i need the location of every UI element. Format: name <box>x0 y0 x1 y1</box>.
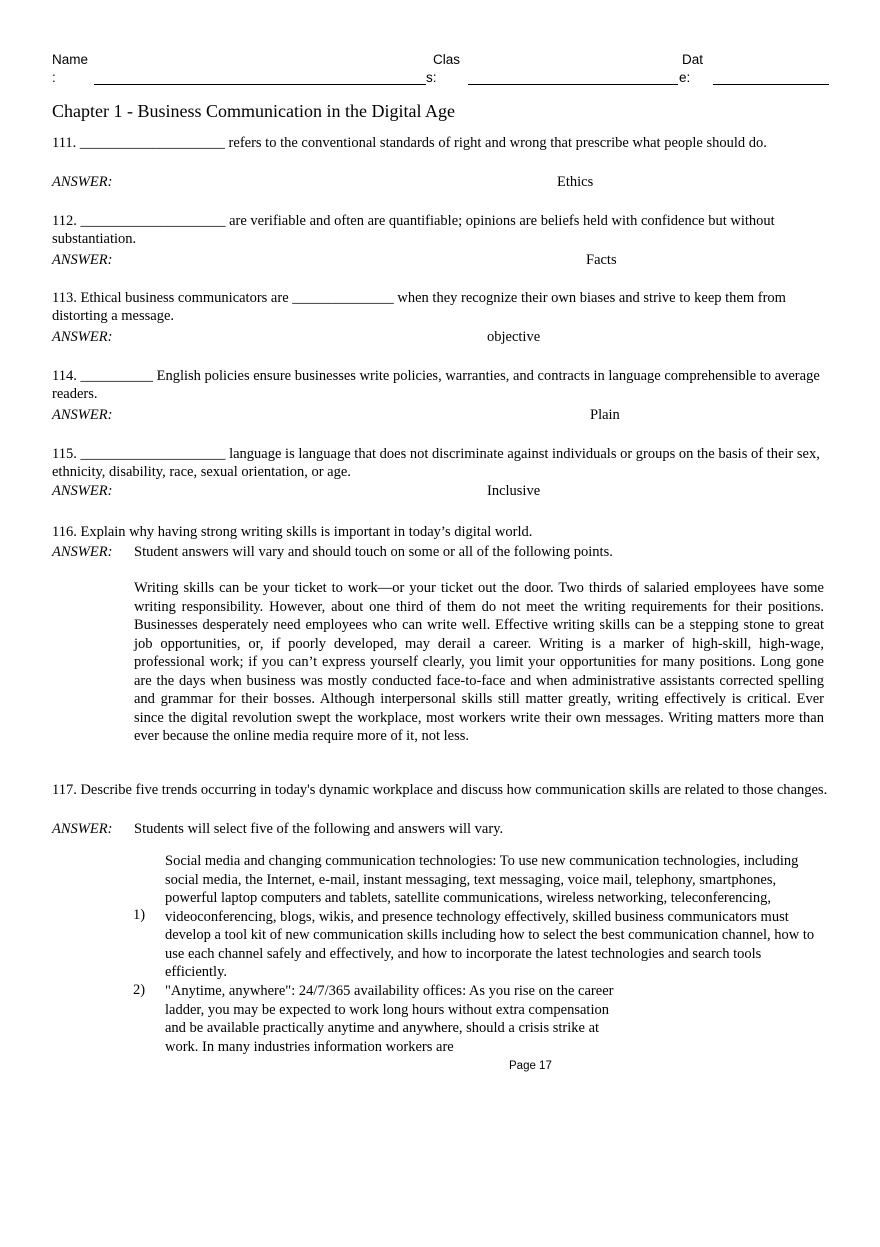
answer-label: ANSWER: <box>52 252 113 268</box>
answer-114: Plain <box>590 407 620 423</box>
date-field-line <box>713 84 829 85</box>
class-label: Clas <box>433 52 461 67</box>
answer-111: Ethics <box>557 174 594 190</box>
question-114: 114. __________ English policies ensure businesses write policies, warranties, and contracts in language comprehensible to average readers. <box>52 368 820 402</box>
answer-116-intro: Student answers will vary and should touch on some or all of the following points. <box>134 544 613 560</box>
answer-label: ANSWER: <box>52 407 113 423</box>
answer-112: Facts <box>586 252 617 268</box>
name-colon: : <box>52 70 56 85</box>
question-116: 116. Explain why having strong writing skills is important in today’s digital world. <box>52 524 533 540</box>
answer-label: ANSWER: <box>52 544 113 560</box>
answer-label: ANSWER: <box>52 174 113 190</box>
question-111: 111. ____________________ refers to the conventional standards of right and wrong that prescribe what people should do. <box>52 135 767 151</box>
answer-116-paragraph: Writing skills can be your ticket to work—or your ticket out the door. Two thirds of salaried employees have some writing responsibility. However, about one third of them do not meet the writing requirements for their positions. Businesses desperately need employees who can write well. Effective writing skills can be a stepping stone to great job opportunities, or, if poorly developed, may derail a career. Writing is a marker of high-skill, high-wage, professional work; if you can’t express yourself clearly, you limit your opportunities for many positions. Long gone are the days when business was mostly conducted face-to-face and when administrative assistants corrected spelling and grammar for their bosses. Although interpersonal skills still matter greatly, writing effectively is critical. Ever since the digital revolution swept the workplace, most workers write their own messages. Writing matters more than ever because the online media require more of it, not less. <box>134 580 824 744</box>
date-label: Dat <box>682 52 704 67</box>
list-item: Social media and changing communication technologies: To use new communication technologies, including social media, the Internet, e-mail, instant messaging, text messaging, voice mail, telephony, smartphones, powerful laptop computers and tablets, satellite communications, wireless networking, teleconferencing, videoconferencing, blogs, wikis, and presence technology effectively, skilled business communicators must develop a tool kit of new communication skills including how to select the best communication channel, how to use each channel safely and effectively, and how to incorporate the latest technologies and search tools efficiently. <box>165 853 815 980</box>
answer-117-intro: Students will select five of the following and answers will vary. <box>134 821 504 837</box>
question-112: 112. ____________________ are verifiable and often are quantifiable; opinions are beliefs held with confidence but without substantiation. <box>52 213 775 247</box>
name-label: Name <box>52 52 89 67</box>
answer-label: ANSWER: <box>52 821 113 837</box>
list-item-number: 2) <box>133 982 146 998</box>
answer-115: Inclusive <box>487 483 541 499</box>
name-field-line <box>94 84 426 85</box>
list-item: "Anytime, anywhere": 24/7/365 availability offices: As you rise on the career ladder, you may be expected to work long hours without extra compensation and be available practically anytime and anywhere, should a crisis strike at work. In many industries information workers are <box>165 983 614 1055</box>
class-suffix: s: <box>426 70 437 85</box>
question-115: 115. ____________________ language is language that does not discriminate against individuals or groups on the basis of their sex, ethnicity, disability, race, sexual orientation, or age. <box>52 446 820 480</box>
list-item-number: 1) <box>133 907 146 923</box>
date-suffix: e: <box>679 70 691 85</box>
page-number: Page 17 <box>509 1060 552 1072</box>
question-117: 117. Describe five trends occurring in today's dynamic workplace and discuss how communication skills are related to those changes. <box>52 782 828 798</box>
answer-113: objective <box>487 329 541 345</box>
question-113: 113. Ethical business communicators are ______________ when they recognize their own biases and strive to keep them from distorting a message. <box>52 290 786 324</box>
answer-label: ANSWER: <box>52 329 113 345</box>
chapter-title: Chapter 1 - Business Communication in the Digital Age <box>52 101 455 121</box>
class-field-line <box>468 84 678 85</box>
answer-label: ANSWER: <box>52 483 113 499</box>
